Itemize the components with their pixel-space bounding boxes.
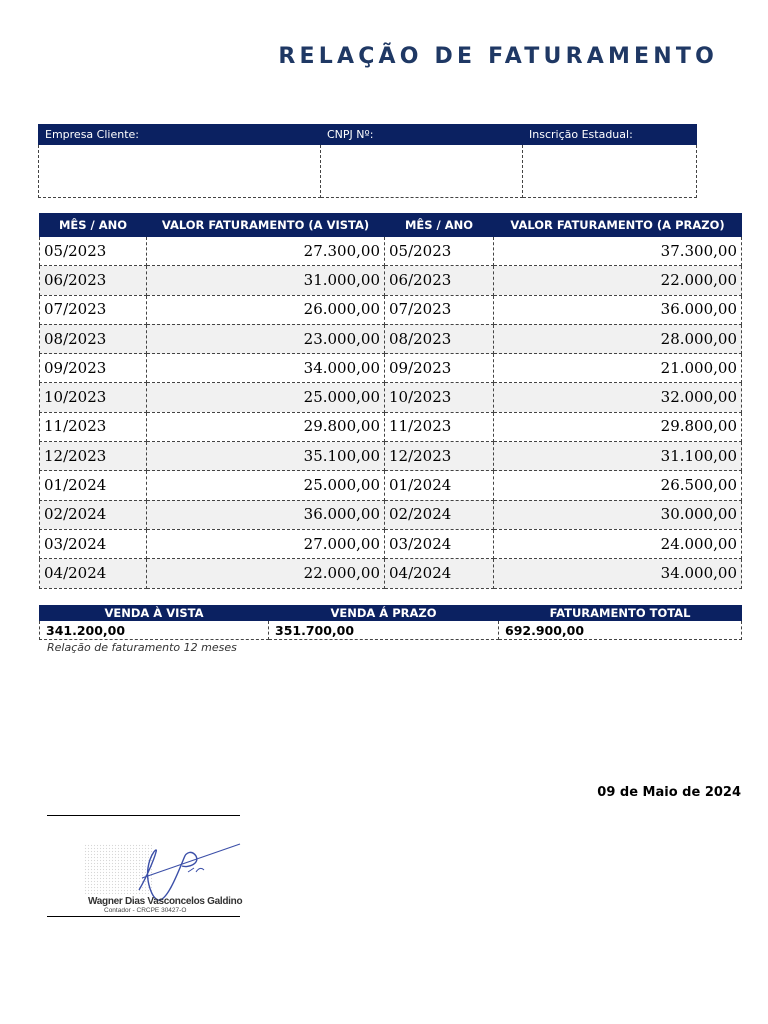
valor-prazo-cell: 29.800,00 bbox=[494, 412, 742, 441]
faturamento-total-value: 692.900,00 bbox=[499, 621, 742, 640]
client-info-box bbox=[38, 124, 697, 198]
totals-table bbox=[39, 605, 742, 640]
signature-name: Wagner Dias Vasconcelos Galdino bbox=[88, 896, 243, 907]
valor-vista-cell: 22.000,00 bbox=[147, 559, 385, 588]
header-valor-prazo: VALOR FATURAMENTO (A PRAZO) bbox=[494, 214, 742, 237]
valor-prazo-cell: 26.500,00 bbox=[494, 471, 742, 500]
table-row bbox=[40, 559, 742, 588]
valor-prazo-cell: 36.000,00 bbox=[494, 295, 742, 324]
signature-role: Contador - CRCPE 30427-O bbox=[104, 907, 187, 914]
table-row bbox=[40, 354, 742, 383]
mes-vista-cell: 09/2023 bbox=[40, 354, 147, 383]
table-row bbox=[40, 266, 742, 295]
valor-prazo-cell: 34.000,00 bbox=[494, 559, 742, 588]
mes-prazo-cell: 11/2023 bbox=[385, 412, 494, 441]
mes-vista-cell: 05/2023 bbox=[40, 237, 147, 266]
mes-vista-cell: 01/2024 bbox=[40, 471, 147, 500]
mes-prazo-cell: 03/2024 bbox=[385, 529, 494, 558]
faturamento-total-label: FATURAMENTO TOTAL bbox=[499, 606, 742, 621]
valor-vista-cell: 25.000,00 bbox=[147, 471, 385, 500]
valor-vista-cell: 26.000,00 bbox=[147, 295, 385, 324]
mes-prazo-cell: 06/2023 bbox=[385, 266, 494, 295]
mes-vista-cell: 04/2024 bbox=[40, 559, 147, 588]
table-row bbox=[40, 412, 742, 441]
valor-vista-cell: 34.000,00 bbox=[147, 354, 385, 383]
cnpj-label: CNPJ Nº: bbox=[321, 125, 523, 145]
valor-vista-cell: 25.000,00 bbox=[147, 383, 385, 412]
page-title: RELAÇÃO DE FATURAMENTO bbox=[278, 44, 718, 69]
venda-vista-label: VENDA À VISTA bbox=[40, 606, 269, 621]
valor-vista-cell: 36.000,00 bbox=[147, 500, 385, 529]
mes-vista-cell: 10/2023 bbox=[40, 383, 147, 412]
signature-line-top bbox=[47, 815, 240, 816]
valor-prazo-cell: 24.000,00 bbox=[494, 529, 742, 558]
valor-prazo-cell: 37.300,00 bbox=[494, 237, 742, 266]
table-row bbox=[40, 442, 742, 471]
venda-prazo-value: 351.700,00 bbox=[269, 621, 499, 640]
table-row bbox=[40, 237, 742, 266]
mes-vista-cell: 12/2023 bbox=[40, 442, 147, 471]
mes-vista-cell: 07/2023 bbox=[40, 295, 147, 324]
valor-vista-cell: 27.300,00 bbox=[147, 237, 385, 266]
header-valor-vista: VALOR FATURAMENTO (A VISTA) bbox=[147, 214, 385, 237]
valor-prazo-cell: 32.000,00 bbox=[494, 383, 742, 412]
valor-prazo-cell: 31.100,00 bbox=[494, 442, 742, 471]
cnpj-field bbox=[321, 145, 523, 198]
monthly-billing-table bbox=[39, 213, 742, 589]
venda-prazo-label: VENDA Á PRAZO bbox=[269, 606, 499, 621]
header-mes-ano-vista: MÊS / ANO bbox=[40, 214, 147, 237]
valor-vista-cell: 27.000,00 bbox=[147, 529, 385, 558]
document-date: 09 de Maio de 2024 bbox=[597, 785, 741, 800]
valor-prazo-cell: 21.000,00 bbox=[494, 354, 742, 383]
mes-prazo-cell: 02/2024 bbox=[385, 500, 494, 529]
valor-prazo-cell: 28.000,00 bbox=[494, 324, 742, 353]
footnote: Relação de faturamento 12 meses bbox=[47, 641, 237, 654]
table-row bbox=[40, 295, 742, 324]
empresa-cliente-label: Empresa Cliente: bbox=[39, 125, 321, 145]
mes-prazo-cell: 10/2023 bbox=[385, 383, 494, 412]
mes-vista-cell: 03/2024 bbox=[40, 529, 147, 558]
inscricao-estadual-label: Inscrição Estadual: bbox=[523, 125, 697, 145]
empresa-cliente-field bbox=[39, 145, 321, 198]
mes-prazo-cell: 08/2023 bbox=[385, 324, 494, 353]
mes-prazo-cell: 09/2023 bbox=[385, 354, 494, 383]
signature-line-bottom bbox=[47, 916, 240, 917]
mes-vista-cell: 06/2023 bbox=[40, 266, 147, 295]
valor-vista-cell: 23.000,00 bbox=[147, 324, 385, 353]
mes-prazo-cell: 01/2024 bbox=[385, 471, 494, 500]
valor-vista-cell: 35.100,00 bbox=[147, 442, 385, 471]
mes-prazo-cell: 12/2023 bbox=[385, 442, 494, 471]
valor-prazo-cell: 30.000,00 bbox=[494, 500, 742, 529]
venda-vista-value: 341.200,00 bbox=[40, 621, 269, 640]
mes-vista-cell: 11/2023 bbox=[40, 412, 147, 441]
table-row bbox=[40, 471, 742, 500]
valor-vista-cell: 29.800,00 bbox=[147, 412, 385, 441]
inscricao-estadual-field bbox=[523, 145, 697, 198]
header-mes-ano-prazo: MÊS / ANO bbox=[385, 214, 494, 237]
table-row bbox=[40, 529, 742, 558]
table-row bbox=[40, 500, 742, 529]
mes-vista-cell: 08/2023 bbox=[40, 324, 147, 353]
valor-vista-cell: 31.000,00 bbox=[147, 266, 385, 295]
mes-prazo-cell: 04/2024 bbox=[385, 559, 494, 588]
mes-prazo-cell: 05/2023 bbox=[385, 237, 494, 266]
mes-vista-cell: 02/2024 bbox=[40, 500, 147, 529]
table-row bbox=[40, 324, 742, 353]
table-row bbox=[40, 383, 742, 412]
valor-prazo-cell: 22.000,00 bbox=[494, 266, 742, 295]
mes-prazo-cell: 07/2023 bbox=[385, 295, 494, 324]
